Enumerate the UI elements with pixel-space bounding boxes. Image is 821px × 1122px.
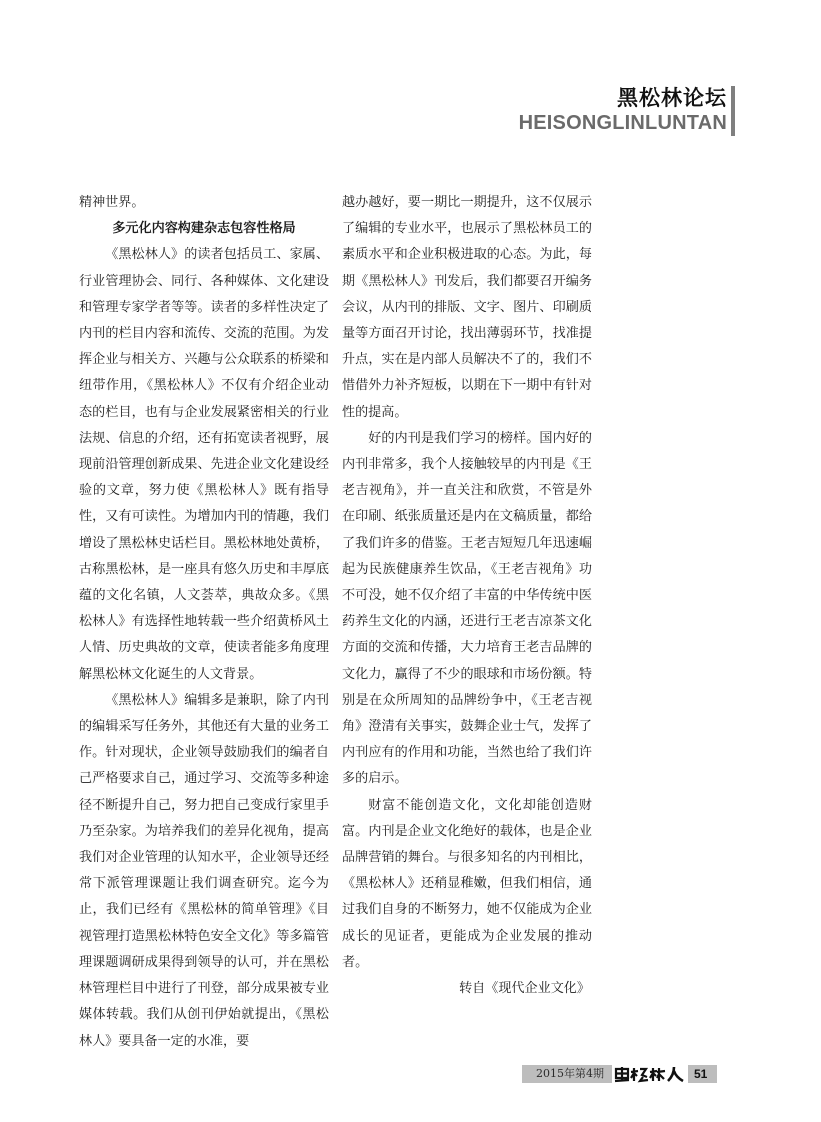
page-footer: [522, 1065, 717, 1083]
subheading: 多元化内容构建杂志包容性格局: [112, 221, 296, 237]
paragraph: 好的内刊是我们学习的榜样。国内好的内刊非常多，我个人接触较早的内刊是《王老吉视角》，并一直关注和欣赏，不管是外在印刷、纸张质量还是内在文稿质量，都给了我们许多的借鉴。王老吉短短几年迅速崛起为民族健康养生饮品，《王老吉视角》功不可没，她不仅介绍了丰富的中华传统中医药养生文化的内涵，还进行王老吉凉茶文化方面的交流和传播，大力培育王老吉品牌的文化力，赢得了不少的眼球和市场份额。特别是在众所周知的品牌纷争中，《王老吉视角》澄清有关事实，鼓舞企业士气，发挥了内刊应有的作用和功能，当然也给了我们许多的启示。: [342, 430, 592, 787]
paragraph: 财富不能创造文化，文化却能创造财富。内刊是企业文化绝好的载体，也是企业品牌营销的舞台。与很多知名的内刊相比，《黑松林人》还稍显稚嫩，但我们相信，通过我们自身的不断努力，她不仅能成为企业成长的见证者，更能成为企业发展的推动者。: [342, 797, 592, 970]
issue-label: 2015年第4期: [522, 1065, 612, 1083]
paragraph: 《黑松林人》编辑多是兼职，除了内刊的编辑采写任务外，其他还有大量的业务工作。针对现状，企业领导鼓励我们的编者自己严格要求自己，通过学习、交流等多种途径不断提升自己，努力把自己变成行家里手乃至杂家。为培养我们的差异化视角，提高我们对企业管理的认知水平，企业领导还经常下派管理课题让我们调查研究。迄今为止，我们已经有《黑松林的简单管理》《目视管理打造黑松林特色安全文化》等多篇管理课题调研成果得到领导的认可，并在黑松林管理栏目中进行了刊登，部分成果被专业媒体转载。我们从创刊伊始就提出，《黑松林人》要具备一定的水准，要: [79, 692, 329, 1049]
paragraph-continuation: 精神世界。: [79, 195, 145, 210]
paragraph: 《黑松林人》的读者包括员工、家属、行业管理协会、同行、各种媒体、文化建设和管理专家学者等等。读者的多样性决定了内刊的栏目内容和流传、交流的范围。为发挥企业与相关方、兴趣与公众联系的桥梁和纽带作用，《黑松林人》不仅有介绍企业动态的栏目，也有与企业发展紧密相关的行业法规、信息的介绍，还有拓宽读者视野，展现前沿管理创新成果、先进企业文化建设经验的文章，努力使《黑松林人》既有指导性，又有可读性。为增加内刊的情趣，我们增设了黑松林史话栏目。黑松林地处黄桥，古称黑松林，是一座具有悠久历史和丰厚底蕴的文化名镇，人文荟萃，典故众多。《黑松林人》有选择性地转载一些介绍黄桥风土人情、历史典故的文章，使读者能多角度理解黑松林文化诞生的人文背景。: [79, 247, 329, 682]
section-title-chinese: 黑松林论坛: [617, 86, 727, 110]
page-number: 51: [688, 1065, 717, 1083]
left-column: [79, 190, 329, 1055]
right-column: [342, 190, 592, 1002]
paragraph-continuation: 越办越好，要一期比一期提升，这不仅展示了编辑的专业水平，也展示了黑松林员工的素质水平和企业积极进取的心态。为此，每期《黑松林人》刊发后，我们都要召开编务会议，从内刊的排版、文字、图片、印刷质量等方面召开讨论，找出薄弱环节，找准提升点，实在是内部人员解决不了的，我们不惜借外力补齐短板，以期在下一期中有针对性的提高。: [342, 195, 592, 420]
header-divider-bar: [731, 86, 735, 136]
magazine-logo: [614, 1065, 686, 1083]
section-header: [519, 86, 727, 135]
source-attribution: 转自《现代企业文化》: [459, 981, 590, 997]
section-title-pinyin: HEISONGLINLUNTAN: [518, 112, 727, 134]
